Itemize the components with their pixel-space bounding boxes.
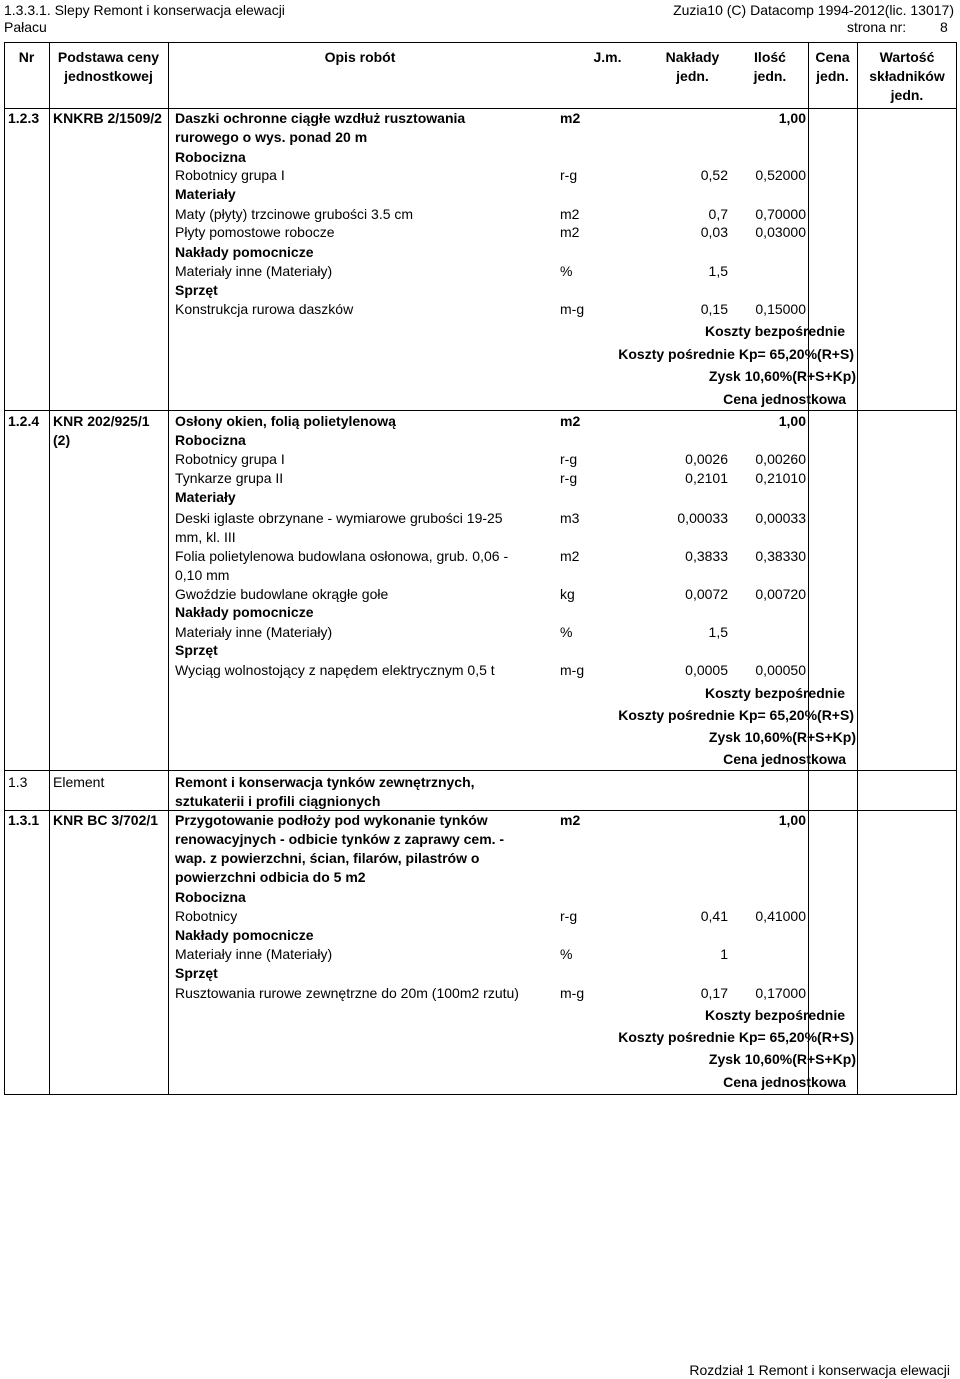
col-header-norm: Nakłady jedn.: [665, 49, 720, 84]
resource-name: Folia polietylenowa budowlana osłonowa, grub. 0,06 -: [175, 548, 509, 564]
resource-norm: 1: [720, 946, 728, 962]
resource-norm: 0,03: [700, 224, 728, 240]
section-label: Robocizna: [175, 149, 246, 165]
element-nr: 1.3: [8, 774, 28, 790]
doc-title: 1.3.3.1. Slepy Remont i konserwacja elewacji: [4, 2, 285, 18]
section-label: Sprzęt: [175, 282, 218, 298]
resource-name: Rusztowania rurowe zewnętrzne do 20m (100m2 rzutu): [175, 985, 519, 1001]
resource-norm: 1,5: [708, 624, 728, 640]
row-divider: [4, 810, 957, 811]
direct-costs-label: Koszty bezpośrednie: [704, 323, 845, 339]
position-nr: 1.2.3: [8, 110, 40, 126]
resource-value: 0,70000: [755, 206, 806, 222]
resource-name: Wyciąg wolnostojący z napędem elektrycznym 0,5 t: [175, 662, 495, 678]
resource-name: Materiały inne (Materiały): [175, 624, 333, 640]
position-qty: 1,00: [778, 413, 806, 429]
resource-value: 0,21010: [755, 470, 806, 486]
profit-label: Zysk 10,60%(R+S+Kp): [708, 368, 856, 384]
resource-name: Robotnicy grupa I: [175, 451, 285, 467]
resource-unit: r-g: [560, 167, 578, 183]
cost-table: [4, 42, 957, 1095]
unit-price-label: Cena jednostkowa: [723, 751, 846, 767]
resource-norm: 0,15: [700, 301, 728, 317]
resource-value: 0,00260: [755, 451, 806, 467]
resource-name: Robotnicy: [175, 908, 238, 924]
position-basis: KNKRB 2/1509/2: [53, 110, 162, 126]
unit-price-label: Cena jednostkowa: [723, 1074, 846, 1090]
resource-name: Deski iglaste obrzynane - wymiarowe grubości 19-25: [175, 510, 503, 526]
col-divider: [49, 42, 50, 1095]
position-title: Daszki ochronne ciągłe wzdłuż rusztowania: [175, 110, 466, 126]
position-title: rurowego o wys. ponad 20 m: [175, 129, 368, 145]
direct-costs-label: Koszty bezpośrednie: [704, 685, 845, 701]
col-header-nr: Nr: [18, 49, 35, 65]
resource-value: 0,00720: [755, 586, 806, 602]
section-label: Materiały: [175, 489, 236, 505]
header-divider: [4, 108, 957, 109]
col-header-unit: J.m.: [593, 49, 622, 65]
resource-name: Materiały inne (Materiały): [175, 263, 333, 279]
resource-value: 0,15000: [755, 301, 806, 317]
resource-norm: 0,0072: [685, 586, 728, 602]
resource-norm: 0,52: [700, 167, 728, 183]
element-title: sztukaterii i profili ciągnionych: [175, 793, 381, 809]
resource-unit: %: [560, 263, 573, 279]
profit-label: Zysk 10,60%(R+S+Kp): [708, 729, 856, 745]
position-title: renowacyjnych - odbicie tynków z zaprawy cem. -: [175, 831, 505, 847]
resource-norm: 0,7: [708, 206, 728, 222]
page-footer: Rozdział 1 Remont i konserwacja elewacji: [689, 1362, 950, 1378]
indirect-costs-label: Koszty pośrednie Kp= 65,20%(R+S): [618, 1029, 854, 1045]
resource-unit: m2: [560, 224, 580, 240]
resource-norm: 1,5: [708, 263, 728, 279]
resource-name: Robotnicy grupa I: [175, 167, 285, 183]
element-title: Remont i konserwacja tynków zewnętrznych,: [175, 774, 475, 790]
unit-price-label: Cena jednostkowa: [723, 391, 846, 407]
section-label: Materiały: [175, 186, 236, 202]
software-info: Zuzia10 (C) Datacomp 1994-2012(lic. 13017): [673, 2, 954, 18]
direct-costs-label: Koszty bezpośrednie: [704, 1007, 845, 1023]
resource-name: Konstrukcja rurowa daszków: [175, 301, 354, 317]
position-basis: KNR BC 3/702/1: [53, 812, 159, 828]
indirect-costs-label: Koszty pośrednie Kp= 65,20%(R+S): [618, 707, 854, 723]
resource-name: Płyty pomostowe robocze: [175, 224, 335, 240]
position-basis: (2): [53, 432, 71, 448]
col-divider: [168, 42, 169, 1095]
resource-value: 0,38330: [755, 548, 806, 564]
resource-value: 0,41000: [755, 908, 806, 924]
col-header-value: Wartość składników jedn.: [869, 49, 945, 103]
resource-name: Tynkarze grupa II: [175, 470, 284, 486]
section-label: Robocizna: [175, 889, 246, 905]
resource-unit: kg: [560, 586, 575, 602]
resource-unit: r-g: [560, 451, 578, 467]
section-label: Nakłady pomocnicze: [175, 244, 314, 260]
section-label: Nakłady pomocnicze: [175, 927, 314, 943]
section-label: Robocizna: [175, 432, 246, 448]
position-title: Przygotowanie podłoży pod wykonanie tynków: [175, 812, 488, 828]
resource-unit: m-g: [560, 662, 585, 678]
resource-unit: r-g: [560, 470, 578, 486]
resource-name-cont: 0,10 mm: [175, 567, 230, 583]
page-label: strona nr:: [847, 19, 907, 35]
resource-norm: 0,41: [700, 908, 728, 924]
position-nr: 1.3.1: [8, 812, 40, 828]
position-title: powierzchni odbicia do 5 m2: [175, 869, 366, 885]
profit-label: Zysk 10,60%(R+S+Kp): [708, 1051, 856, 1067]
section-label: Nakłady pomocnicze: [175, 604, 314, 620]
resource-norm: 0,3833: [685, 548, 728, 564]
col-header-price: Cena jedn.: [815, 49, 850, 84]
position-nr: 1.2.4: [8, 413, 40, 429]
resource-name-cont: mm, kl. III: [175, 529, 236, 545]
resource-name: Gwoździe budowlane okrągłe gołe: [175, 586, 389, 602]
position-title: Osłony okien, folią polietylenową: [175, 413, 396, 429]
position-qty: 1,00: [778, 812, 806, 828]
resource-unit: m3: [560, 510, 580, 526]
section-label: Sprzęt: [175, 965, 218, 981]
resource-name: Maty (płyty) trzcinowe grubości 3.5 cm: [175, 206, 414, 222]
resource-unit: m2: [560, 548, 580, 564]
element-label: Element: [53, 774, 105, 790]
position-unit: m2: [560, 110, 581, 126]
page-number: 8: [940, 19, 948, 35]
resource-unit: r-g: [560, 908, 578, 924]
resource-value: 0,00033: [755, 510, 806, 526]
col-divider: [857, 42, 858, 1095]
indirect-costs-label: Koszty pośrednie Kp= 65,20%(R+S): [618, 346, 854, 362]
resource-unit: %: [560, 624, 573, 640]
resource-unit: m-g: [560, 985, 585, 1001]
resource-unit: m2: [560, 206, 580, 222]
position-basis: KNR 202/925/1: [53, 413, 150, 429]
row-divider: [4, 770, 957, 771]
resource-norm: 0,0026: [685, 451, 728, 467]
position-unit: m2: [560, 812, 581, 828]
resource-norm: 0,0005: [685, 662, 728, 678]
row-divider: [4, 410, 957, 411]
col-divider: [808, 42, 809, 1095]
position-unit: m2: [560, 413, 581, 429]
resource-unit: m-g: [560, 301, 585, 317]
resource-value: 0,03000: [755, 224, 806, 240]
resource-unit: %: [560, 946, 573, 962]
resource-value: 0,17000: [755, 985, 806, 1001]
resource-norm: 0,00033: [677, 510, 728, 526]
section-label: Sprzęt: [175, 642, 218, 658]
col-header-qty: Ilość jedn.: [753, 49, 787, 84]
col-header-basis: Podstawa ceny jednostkowej: [57, 49, 160, 84]
resource-value: 0,52000: [755, 167, 806, 183]
position-qty: 1,00: [778, 110, 806, 126]
position-title: wap. z powierzchni, ścian, filarów, pilastrów o: [175, 850, 480, 866]
doc-title-cont: Pałacu: [4, 19, 47, 35]
resource-norm: 0,2101: [685, 470, 728, 486]
resource-norm: 0,17: [700, 985, 728, 1001]
resource-value: 0,00050: [755, 662, 806, 678]
col-header-description: Opis robót: [324, 49, 396, 65]
resource-name: Materiały inne (Materiały): [175, 946, 333, 962]
